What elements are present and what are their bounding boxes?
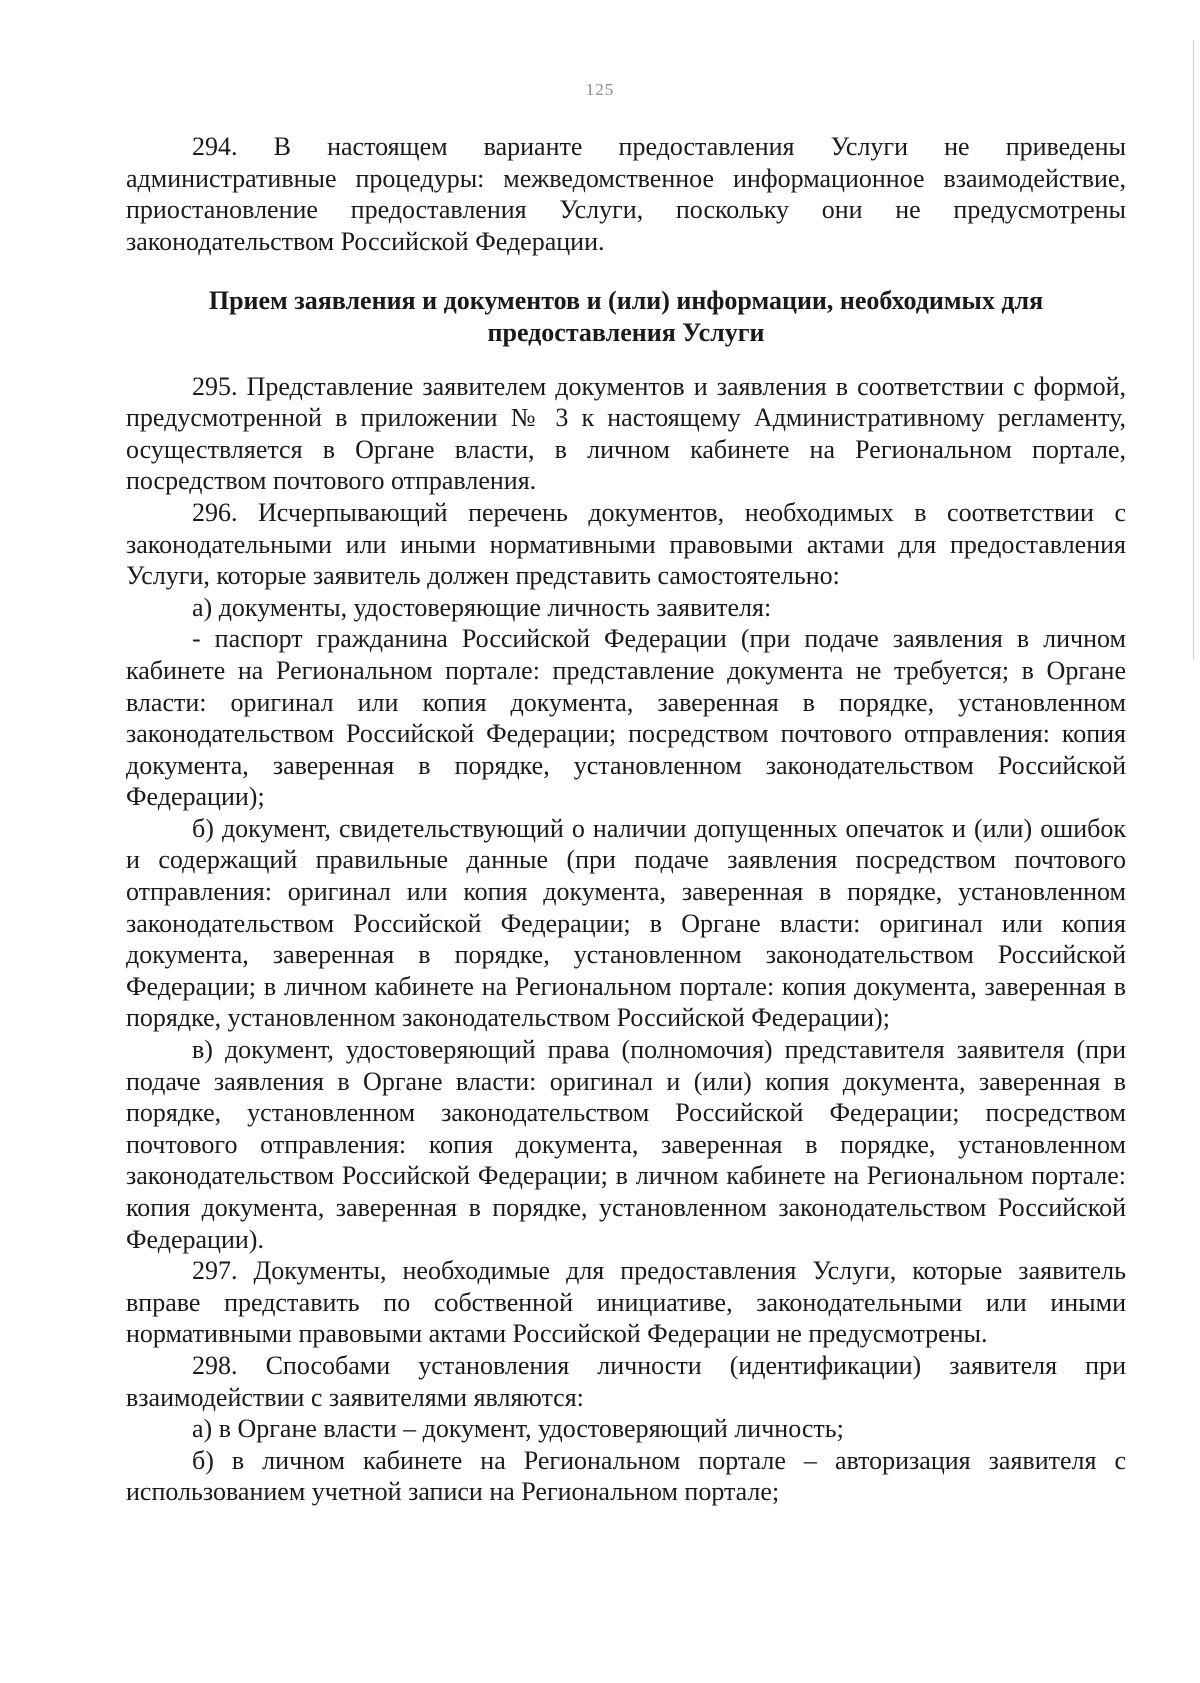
paragraph-296: 296. Исчерпывающий перечень документов, необходимых в соответствии с законодательными или иными нормативными правовыми актами для предоставления Услуги, которые заявитель должен представить самостоятельно: [126,497,1126,591]
list-item-298-b: б) в личном кабинете на Региональном портале – авторизация заявителя с использованием учетной записи на Региональном портале; [126,1445,1126,1507]
list-item-b: б) документ, свидетельствующий о наличии допущенных опечаток и (или) ошибок и содержащий правильные данные (при подаче заявления посредством почтового отправления: оригинал или копия документа, заверенная в порядке, установленном законодательством Российской Федерации; в Органе власти: оригинал или копия документа, заверенная в порядке, установленном законодательством Российской Федерации; в личном кабинете на Региональном портале: копия документа, заверенная в порядке, установленном законодательством Российской Федерации); [126,813,1126,1033]
document-body [126,131,1126,1508]
paragraph-295: 295. Представление заявителем документов и заявления в соответствии с формой, предусмотренной в приложении № 3 к настоящему Административному регламенту, осуществляется в Органе власти, в личном кабинете на Региональном портале, посредством почтового отправления. [126,371,1126,496]
list-item-v: в) документ, удостоверяющий права (полномочия) представителя заявителя (при подаче заявления в Органе власти: оригинал и (или) копия документа, заверенная в порядке, установленном законодательством Российской Федерации; посредством почтового отправления: копия документа, заверенная в порядке, установленном законодательством Российской Федерации; в личном кабинете на Региональном портале: копия документа, заверенная в порядке, установленном законодательством Российской Федерации). [126,1035,1126,1254]
paragraph-298: 298. Способами установления личности (идентификации) заявителя при взаимодействии с заявителями являются: [126,1350,1126,1412]
paragraph-297: 297. Документы, необходимые для предоставления Услуги, которые заявитель вправе представить по собственной инициативе, законодательными или иными нормативными правовыми актами Российской Федерации не предусмотрены. [126,1256,1126,1349]
paragraph-294: 294. В настоящем варианте предоставления Услуги не приведены административные процедуры: межведомственное информационное взаимодействие, приостановление предоставления Услуги, поскольку они не предусмотрены законодательством Российской Федерации. [126,132,1126,256]
list-item-passport: - паспорт гражданина Российской Федерации (при подаче заявления в личном кабинете на Региональном портале: представление документа не требуется; в Органе власти: оригинал или копия документа, заверенная в порядке, установленном законодательством Российской Федерации; посредством почтового отправления: копия документа, заверенная в порядке, установленном законодательством Российской Федерации); [126,624,1126,812]
section-heading: Прием заявления и документов и (или) информации, необходимых для предоставления Услуги [208,286,1044,347]
list-item-298-a: а) в Органе власти – документ, удостоверяющий личность; [192,1414,844,1444]
page-number: 125 [585,80,615,99]
list-item-a: а) документы, удостоверяющие личность заявителя: [192,592,772,622]
scan-edge-line [1193,40,1194,660]
